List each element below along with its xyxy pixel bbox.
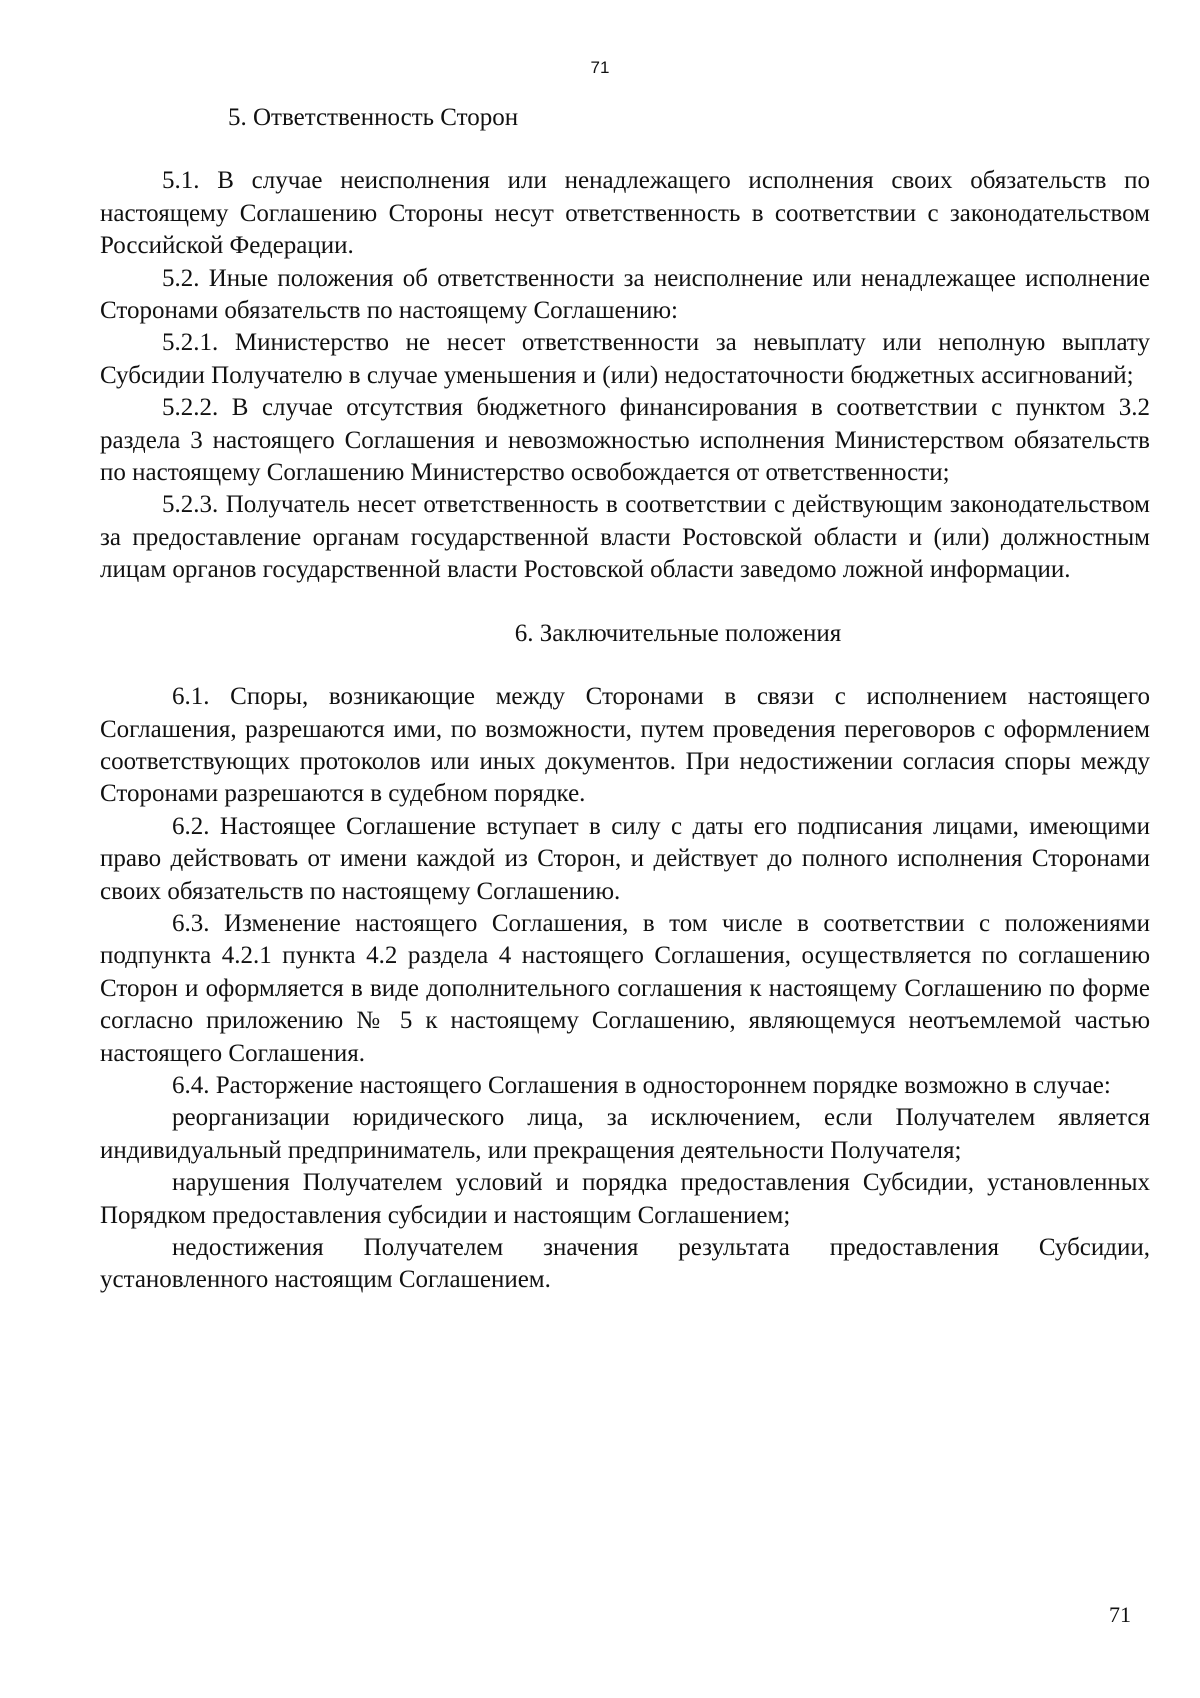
section-title: 5. Ответственность Сторон — [228, 104, 519, 131]
page-number-bottom: 71 — [1109, 1602, 1131, 1627]
termination-case-reorganization: реорганизации юридического лица, за исключением, если Получателем является индивидуальный предприниматель, или прекращения деятельности Получателя; — [100, 1104, 1150, 1164]
paragraph-6-1: 6.1. Споры, возникающие между Сторонами в связи с исполнением настоящего Соглашения, разрешаются ими, по возможности, путем проведения переговоров с оформлением соответствующих протоколов или иных документов. При недостижении согласия споры между Сторонами разрешаются в судебном порядке. — [100, 683, 1150, 808]
termination-case-violation: нарушения Получателем условий и порядка предоставления Субсидии, установленных Порядком предоставления субсидии и настоящим Соглашением; — [100, 1169, 1150, 1229]
paragraph-6-2: 6.2. Настоящее Соглашение вступает в силу с даты его подписания лицами, имеющими право действовать от имени каждой из Сторон, и действует до полного исполнения Сторонами своих обязательств по настоящему Соглашению. — [100, 812, 1150, 905]
termination-case-result-not-achieved: недостижения Получателем значения результата предоставления Субсидии, установленного настоящим Соглашением. — [100, 1234, 1150, 1294]
section-title: 6. Заключительные положения — [514, 619, 842, 647]
page-number-top: 71 — [590, 58, 610, 77]
document-page — [100, 102, 1150, 1297]
section-6-final-provisions — [100, 618, 1150, 1297]
section-5-liability — [100, 102, 1150, 587]
paragraph-6-4: 6.4. Расторжение настоящего Соглашения в одностороннем порядке возможно в случае: — [172, 1071, 1111, 1099]
paragraph-5-2-3: 5.2.3. Получатель несет ответственность в соответствии с действующим законодательством за предоставление органам государственной власти Ростовской области и (или) должностным лицам органов государственной власти Ростовской области заведомо ложной информации. — [100, 491, 1150, 584]
paragraph-5-1: 5.1. В случае неисполнения или ненадлежащего исполнения своих обязательств по настоящему Соглашению Стороны несут ответственность в соответствии с законодательством Российской Федерации. — [100, 167, 1150, 260]
paragraph-5-2-1: 5.2.1. Министерство не несет ответственности за невыплату или неполную выплату Субсидии Получателю в случае уменьшения и (или) недостаточности бюджетных ассигнований; — [100, 329, 1150, 389]
paragraph-6-3: 6.3. Изменение настоящего Соглашения, в том числе в соответствии с положениями подпункта 4.2.1 пункта 4.2 раздела 4 настоящего Соглашения, осуществляется по соглашению Сторон и оформляется в виде дополнительного соглашения к настоящему Соглашению по форме согласно приложению № 5 к настоящему Соглашению, являющемуся неотъемлемой частью настоящего Соглашения. — [100, 909, 1150, 1067]
paragraph-5-2-2: 5.2.2. В случае отсутствия бюджетного финансирования в соответствии с пунктом 3.2 раздела 3 настоящего Соглашения и невозможностью исполнения Министерством обязательств по настоящему Соглашению Министерство освобождается от ответственности; — [100, 394, 1150, 487]
paragraph-5-2: 5.2. Иные положения об ответственности за неисполнение или ненадлежащее исполнение Сторонами обязательств по настоящему Соглашению: — [100, 264, 1150, 325]
